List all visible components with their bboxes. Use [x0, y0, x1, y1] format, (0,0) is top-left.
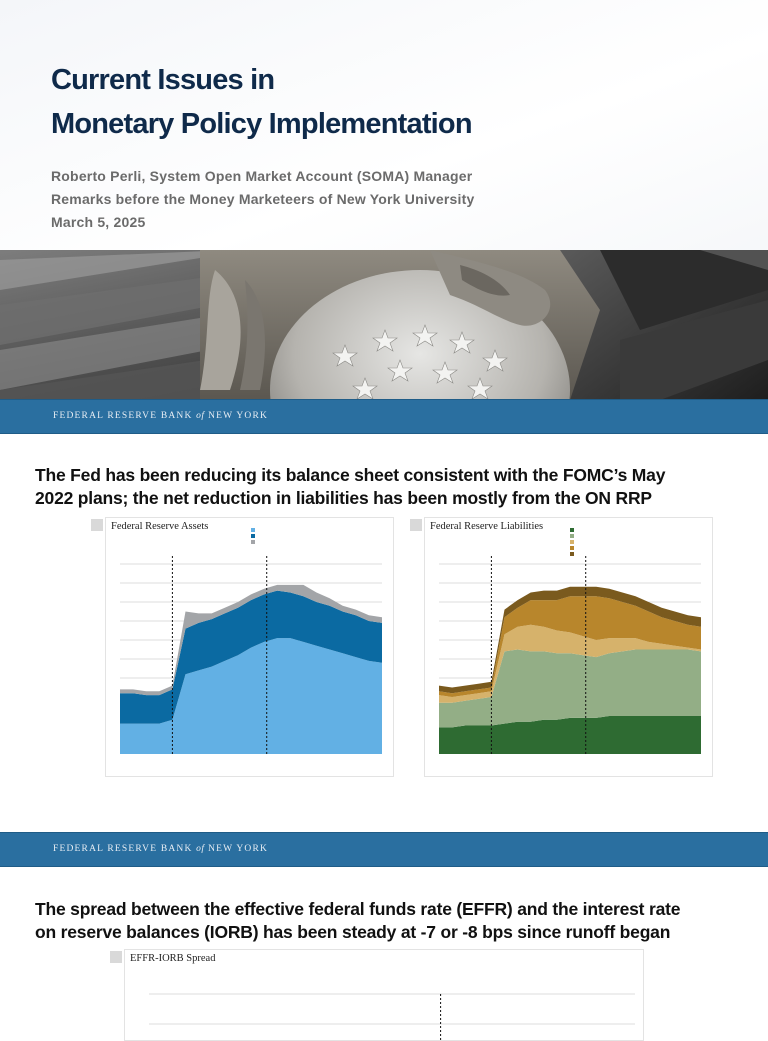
slide2-heading-line-1: The Fed has been reducing its balance sheet consistent with the FOMC’s May [35, 465, 666, 485]
banner-text: FEDERAL RESERVE BANK of NEW YORK [53, 844, 269, 854]
speaker-name: Roberto Perli, System Open Market Account (SOMA) Manager [51, 168, 473, 184]
liabilities-chart-panel [424, 517, 713, 777]
legend-swatch-3 [570, 546, 574, 550]
assets-chart-title: Federal Reserve Assets [111, 521, 209, 532]
slide2-heading-line-2: 2022 plans; the net reduction in liabilities has been mostly from the ON RRP [35, 488, 652, 508]
legend-swatch-1 [251, 534, 255, 538]
legend-swatch-2 [251, 540, 255, 544]
assets-chart-panel [105, 517, 394, 777]
fed-banner-2 [0, 832, 768, 867]
legend-swatch-1 [570, 534, 574, 538]
liabilities-chart [425, 518, 712, 776]
chart-marker-icon [410, 519, 422, 531]
legend-swatch-2 [570, 540, 574, 544]
title-line-1: Current Issues in [51, 64, 275, 96]
speaker-info [51, 165, 474, 234]
chart-marker-icon [91, 519, 103, 531]
legend-swatch-0 [570, 528, 574, 532]
legend-swatch-0 [251, 528, 255, 532]
venue: Remarks before the Money Marketeers of New York University [51, 191, 475, 207]
slide-title [51, 58, 472, 146]
liabilities-chart-title: Federal Reserve Liabilities [430, 521, 544, 532]
slide3-heading [35, 898, 680, 944]
chart-marker-icon [110, 951, 122, 963]
assets-chart [106, 518, 393, 776]
date: March 5, 2025 [51, 214, 146, 230]
spread-chart [125, 950, 643, 1040]
spread-chart-title: EFFR-IORB Spread [130, 953, 216, 964]
slide2-heading [35, 464, 665, 510]
building-photo [0, 250, 768, 400]
fed-banner-1 [0, 399, 768, 434]
legend-swatch-4 [570, 552, 574, 556]
building-photo-art [0, 250, 768, 400]
banner-text: FEDERAL RESERVE BANK of NEW YORK [53, 411, 269, 421]
title-line-2: Monetary Policy Implementation [51, 108, 472, 140]
title-slide [0, 0, 768, 433]
slide3-heading-line-1: The spread between the effective federal funds rate (EFFR) and the interest rate [35, 899, 681, 919]
spread-chart-panel [124, 949, 644, 1041]
slide3-heading-line-2: on reserve balances (IORB) has been steady at -7 or -8 bps since runoff began [35, 922, 671, 942]
